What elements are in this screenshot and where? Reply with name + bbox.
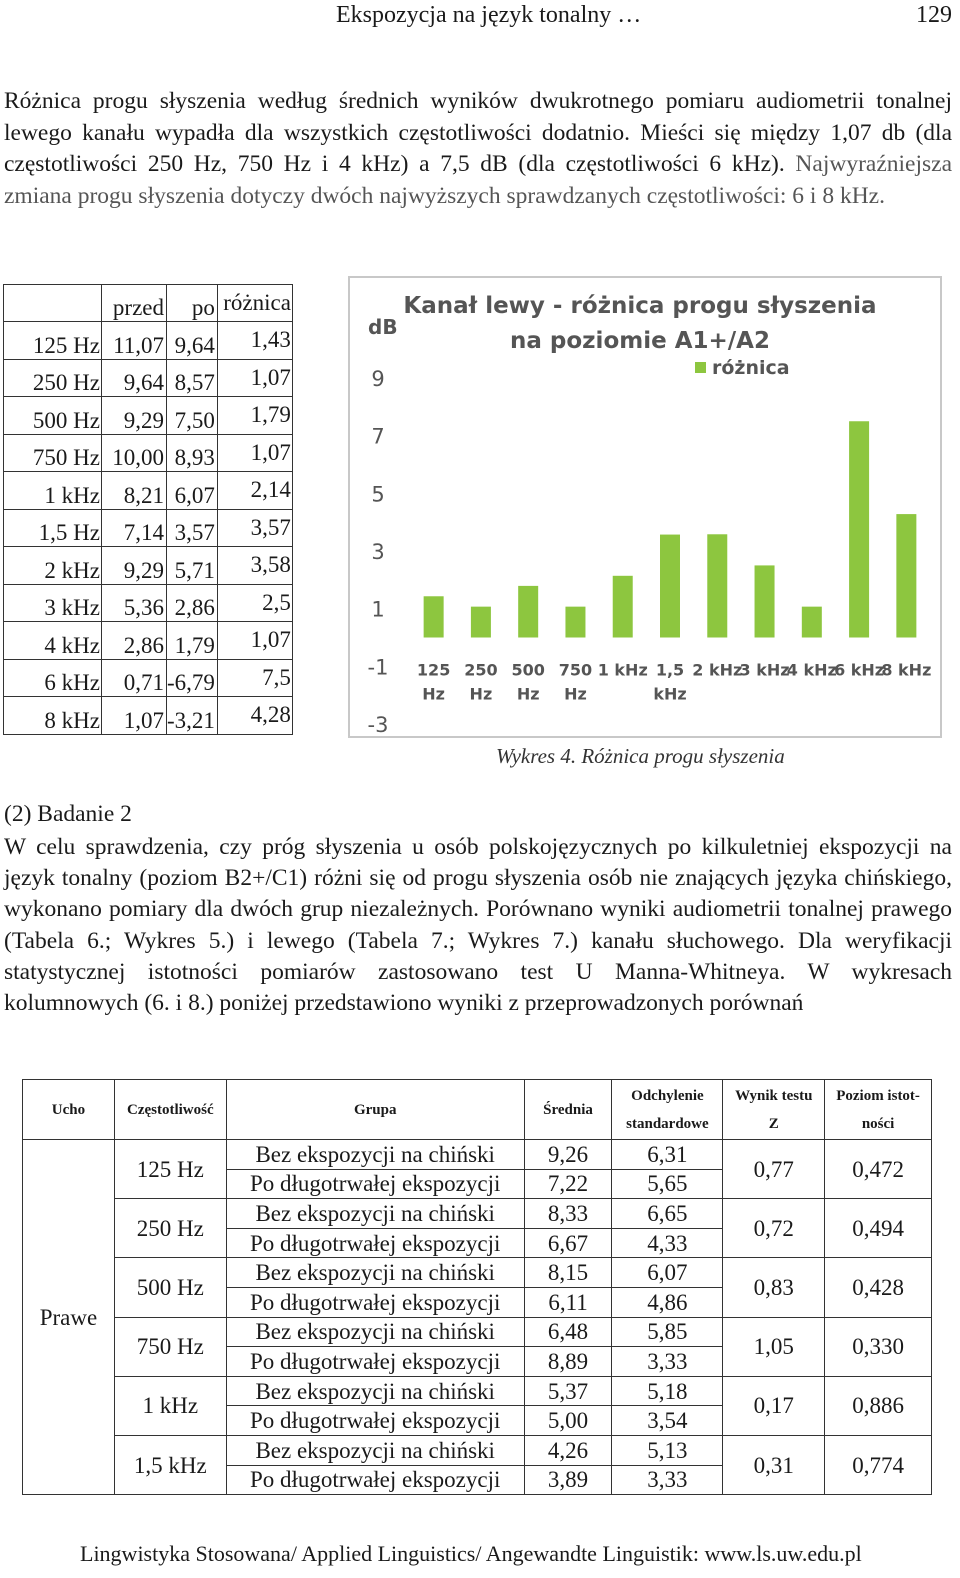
mean-cell: 8,15: [524, 1258, 612, 1288]
y-axis-label: dB: [368, 315, 398, 339]
chart-svg: [350, 278, 940, 736]
table-cell: 125 Hz: [4, 322, 102, 360]
bar: [565, 607, 585, 638]
header-z: [723, 1080, 825, 1140]
bar: [613, 576, 633, 638]
group-cell: Bez ekspozycji na chiński: [226, 1199, 524, 1229]
table-cell: 9,64: [102, 359, 167, 397]
header-ucho: Ucho: [23, 1080, 115, 1140]
group-cell: Po długotrwałej ekspozycji: [226, 1169, 524, 1199]
sd-cell: 3,33: [612, 1347, 723, 1377]
x-tick-label: 3 kHz: [739, 660, 790, 680]
paragraph-1: [4, 86, 952, 212]
x-tick-label: 750: [558, 660, 593, 680]
sd-cell: 6,65: [612, 1199, 723, 1229]
mean-cell: 6,48: [524, 1317, 612, 1347]
z-cell: 1,05: [723, 1317, 825, 1376]
table-cell: 6,07: [167, 472, 218, 510]
x-tick-label-line2: Hz: [469, 684, 493, 704]
x-tick-label-line2: kHz: [653, 684, 687, 704]
group-cell: Bez ekspozycji na chiński: [226, 1258, 524, 1288]
sd-cell: 6,31: [612, 1140, 723, 1170]
header-sd-line2: standardowe: [626, 1115, 709, 1132]
bar: [660, 535, 680, 638]
table-cell: 1 kHz: [4, 472, 102, 510]
table-cell: 250 Hz: [4, 359, 102, 397]
table-cell: 7,14: [102, 509, 167, 547]
sd-cell: 3,54: [612, 1406, 723, 1436]
group-cell: Bez ekspozycji na chiński: [226, 1376, 524, 1406]
p-cell: 0,774: [825, 1435, 932, 1494]
bar: [424, 596, 444, 637]
frequency-cell: 750 Hz: [114, 1317, 226, 1376]
z-cell: 0,72: [723, 1199, 825, 1258]
mean-cell: 5,37: [524, 1376, 612, 1406]
bar: [471, 607, 491, 638]
table-cell: 6 kHz: [4, 659, 102, 697]
bar-chart: [348, 276, 942, 738]
ear-cell: Prawe: [23, 1140, 115, 1495]
header-sd-line1: Odchylenie: [631, 1087, 704, 1104]
mean-cell: 6,11: [524, 1287, 612, 1317]
p-cell: 0,886: [825, 1376, 932, 1435]
table-cell: 8,93: [167, 434, 218, 472]
table-cell: 8,21: [102, 472, 167, 510]
table-row: [4, 659, 293, 697]
paragraph-1-main: Różnica progu słyszenia według średnich wyników dwukrotnego pomiaru audiometrii tonalnej lewego kanału wypadła dla wszystkich częstotliwości dodatnio. Mieści się między 1,07 db (dla częstotliwości 250 Hz, 750 Hz i 4 kHz) a 7,5 dB (dla częstotliwości 6 kHz).: [4, 88, 952, 177]
table-cell: 2,5: [217, 584, 292, 622]
table-cell: 7,5: [217, 659, 292, 697]
x-tick-label: 250: [464, 660, 498, 680]
sd-cell: 3,33: [612, 1465, 723, 1495]
bar: [802, 607, 822, 638]
table-cell: -6,79: [167, 659, 218, 697]
group-cell: Po długotrwałej ekspozycji: [226, 1347, 524, 1377]
table-cell: 0,71: [102, 659, 167, 697]
sd-cell: 6,07: [612, 1258, 723, 1288]
running-title: Ekspozycja na język tonalny …: [336, 2, 642, 28]
table-cell: 3,57: [167, 509, 218, 547]
x-tick-label: 6 kHz: [834, 660, 885, 680]
sd-cell: 4,33: [612, 1228, 723, 1258]
bar: [707, 534, 727, 637]
page-header: [0, 2, 960, 32]
y-tick-label: 1: [371, 597, 385, 622]
table-row: [23, 1199, 932, 1229]
results-table: [22, 1079, 932, 1495]
x-tick-label: 2 kHz: [692, 660, 743, 680]
table-cell: 1,07: [217, 622, 292, 660]
table-row: [4, 622, 293, 660]
table-cell: 500 Hz: [4, 397, 102, 435]
x-tick-label-line2: Hz: [516, 684, 540, 704]
page-number: 129: [916, 2, 952, 28]
legend-swatch: [695, 362, 706, 373]
table-row: [23, 1317, 932, 1347]
table-row: [4, 547, 293, 585]
bar: [518, 586, 538, 638]
table-row: [4, 397, 293, 435]
group-cell: Bez ekspozycji na chiński: [226, 1317, 524, 1347]
table-row: [4, 472, 293, 510]
frequency-cell: 500 Hz: [114, 1258, 226, 1317]
header-mean: Średnia: [524, 1080, 612, 1140]
table-cell: 1,07: [217, 434, 292, 472]
table-cell: -3,21: [167, 697, 218, 735]
bar: [755, 565, 775, 637]
header-sd: [612, 1080, 723, 1140]
table-cell: 10,00: [102, 434, 167, 472]
difference-header-cell: różnica: [217, 285, 292, 322]
x-tick-label: 1,5: [655, 660, 685, 680]
x-tick-label: 125: [416, 660, 451, 680]
z-cell: 0,17: [723, 1376, 825, 1435]
table-cell: 5,71: [167, 547, 218, 585]
table-row: [23, 1376, 932, 1406]
group-cell: Po długotrwałej ekspozycji: [226, 1228, 524, 1258]
table-cell: 9,29: [102, 547, 167, 585]
table-row: [4, 509, 293, 547]
table-cell: 750 Hz: [4, 434, 102, 472]
header-z-line1: Wynik testu: [735, 1087, 813, 1104]
table-cell: 3,58: [217, 547, 292, 585]
difference-header-cell: [4, 285, 102, 322]
table-cell: 1,07: [217, 359, 292, 397]
group-cell: Bez ekspozycji na chiński: [226, 1140, 524, 1170]
group-cell: Bez ekspozycji na chiński: [226, 1435, 524, 1465]
table-cell: 2,86: [102, 622, 167, 660]
p-cell: 0,330: [825, 1317, 932, 1376]
table-row: [4, 697, 293, 735]
page-footer: Lingwistyka Stosowana/ Applied Linguistics/ Angewandte Linguistik: www.ls.uw.edu.pl: [80, 1541, 862, 1566]
chart-title-line2: na poziomie A1+/A2: [510, 328, 770, 354]
x-tick-label: 1 kHz: [597, 660, 648, 680]
table-cell: 8,57: [167, 359, 218, 397]
sd-cell: 4,86: [612, 1287, 723, 1317]
table-cell: 11,07: [102, 322, 167, 360]
table-row: [4, 584, 293, 622]
y-tick-label: -3: [367, 713, 389, 736]
z-cell: 0,83: [723, 1258, 825, 1317]
sd-cell: 5,85: [612, 1317, 723, 1347]
difference-header-cell: po: [167, 285, 218, 322]
p-cell: 0,494: [825, 1199, 932, 1258]
difference-table: [3, 284, 293, 735]
mean-cell: 6,67: [524, 1228, 612, 1258]
group-cell: Po długotrwałej ekspozycji: [226, 1406, 524, 1436]
table-cell: 1,5 Hz: [4, 509, 102, 547]
table-row: [4, 322, 293, 360]
paragraph-1-highlight: Najwyraźniejsza zmiana progu słyszenia dotyczy dwóch najwyższych sprawdzanych częstotliwości: 6 i 8 kHz.: [4, 151, 953, 209]
mean-cell: 8,89: [524, 1347, 612, 1377]
table-cell: 2,14: [217, 472, 292, 510]
header-frequency: Częstotliwość: [114, 1080, 226, 1140]
sd-cell: 5,65: [612, 1169, 723, 1199]
difference-table-header: [4, 285, 293, 322]
section-title: (2) Badanie 2: [4, 801, 132, 827]
table-cell: 7,50: [167, 397, 218, 435]
header-z-line2: Z: [768, 1115, 779, 1132]
header-p-line1: Poziom istot-: [836, 1087, 920, 1104]
group-cell: Po długotrwałej ekspozycji: [226, 1287, 524, 1317]
z-cell: 0,77: [723, 1140, 825, 1199]
mean-cell: 8,33: [524, 1199, 612, 1229]
mean-cell: 3,89: [524, 1465, 612, 1495]
table-cell: 1,43: [217, 322, 292, 360]
z-cell: 0,31: [723, 1435, 825, 1494]
frequency-cell: 1 kHz: [114, 1376, 226, 1435]
table-cell: 1,07: [102, 697, 167, 735]
x-tick-label: 500: [511, 660, 545, 680]
y-tick-label: 7: [371, 424, 385, 449]
table-cell: 3,57: [217, 509, 292, 547]
table-cell: 4,28: [217, 697, 292, 735]
table-row: [23, 1140, 932, 1170]
mean-cell: 9,26: [524, 1140, 612, 1170]
x-tick-label: 4 kHz: [786, 660, 837, 680]
mean-cell: 4,26: [524, 1435, 612, 1465]
header-p: [825, 1080, 932, 1140]
group-cell: Po długotrwałej ekspozycji: [226, 1465, 524, 1495]
frequency-cell: 125 Hz: [114, 1140, 226, 1199]
table-cell: 8 kHz: [4, 697, 102, 735]
table-cell: 9,29: [102, 397, 167, 435]
table-cell: 4 kHz: [4, 622, 102, 660]
table-row: [23, 1435, 932, 1465]
header-group: Grupa: [226, 1080, 524, 1140]
frequency-cell: 1,5 kHz: [114, 1435, 226, 1494]
difference-header-cell: przed: [102, 285, 167, 322]
x-tick-label-line2: Hz: [422, 684, 445, 704]
p-cell: 0,428: [825, 1258, 932, 1317]
chart-title-line1: Kanał lewy - różnica progu słyszenia: [403, 293, 877, 319]
y-tick-label: 3: [371, 540, 385, 564]
p-cell: 0,472: [825, 1140, 932, 1199]
bar: [849, 421, 869, 637]
table-cell: 9,64: [167, 322, 218, 360]
y-tick-label: 9: [371, 367, 385, 391]
table-row: [4, 359, 293, 397]
sd-cell: 5,13: [612, 1435, 723, 1465]
table-row: [23, 1258, 932, 1288]
paragraph-2: W celu sprawdzenia, czy próg słyszenia u osób polskojęzycznych po kilkuletniej ekspozycji na język tonalny (poziom B2+/C1) różni się od progu słyszenia osób nie znających języka chińskiego, wykonano pomiary dla dwóch grup niezależnych. Porównano wyniki audiometrii tonalnej prawego (Tabela 6.; Wykres 5.) i lewego (Tabela 7.; Wykres 7.) kanału słuchowego. Dla weryfikacji statystycznej istotności pomiarów zastosowano test U Manna-Whitneya. W wykresach kolumnowych (6. i 8.) poniżej przedstawiono wyniki z przeprowadzonych porównań: [4, 834, 952, 1017]
chart-caption: Wykres 4. Różnica progu słyszenia: [496, 744, 785, 768]
mean-cell: 7,22: [524, 1169, 612, 1199]
table-cell: 1,79: [167, 622, 218, 660]
table-cell: 5,36: [102, 584, 167, 622]
table-cell: 2 kHz: [4, 547, 102, 585]
x-tick-label: 8 kHz: [881, 660, 932, 680]
table-cell: 2,86: [167, 584, 218, 622]
legend-label: różnica: [712, 357, 790, 379]
table-row: [4, 434, 293, 472]
results-header-row: [23, 1080, 932, 1140]
table-cell: 1,79: [217, 397, 292, 435]
header-p-line2: ności: [861, 1115, 895, 1132]
bar: [896, 514, 916, 637]
x-tick-label-line2: Hz: [564, 684, 587, 704]
y-tick-label: 5: [371, 482, 385, 507]
sd-cell: 5,18: [612, 1376, 723, 1406]
table-cell: 3 kHz: [4, 584, 102, 622]
y-tick-label: -1: [367, 655, 389, 680]
mean-cell: 5,00: [524, 1406, 612, 1436]
frequency-cell: 250 Hz: [114, 1199, 226, 1258]
